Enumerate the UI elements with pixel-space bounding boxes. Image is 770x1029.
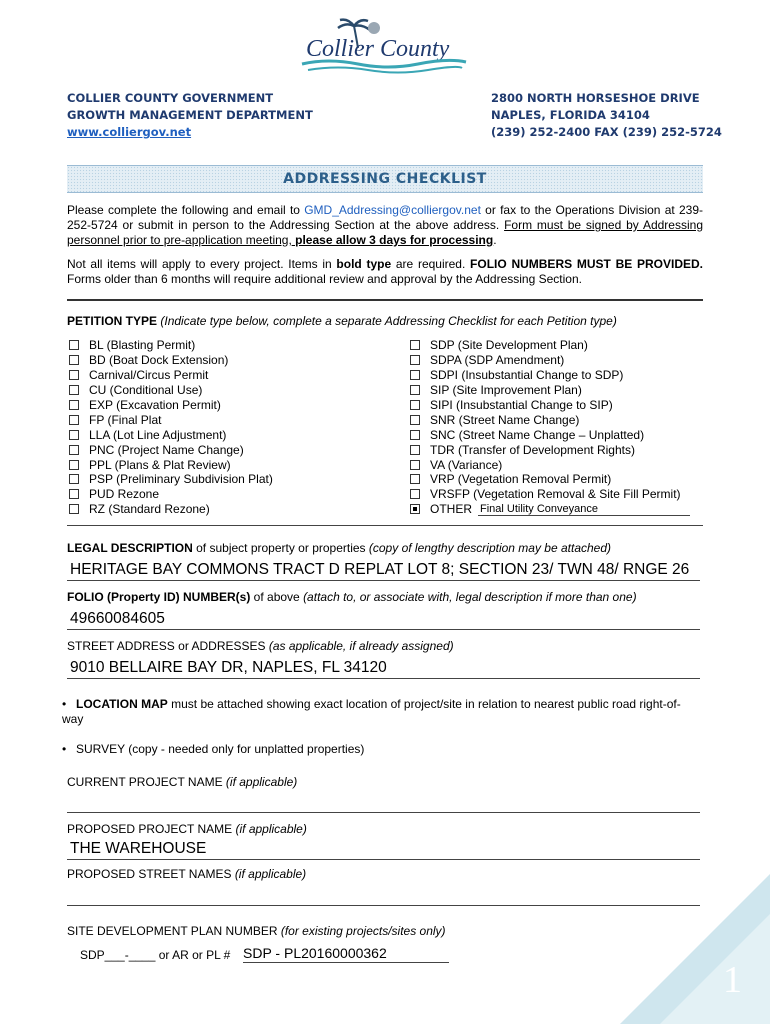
folio-label: FOLIO (Property ID) NUMBER(s) of above (attach to, or associate with, legal description if more than one) — [67, 590, 637, 604]
sdp-prefix: SDP___-____ or AR or PL # — [80, 948, 231, 962]
petition-option[interactable] — [410, 487, 710, 502]
intro-paragraph: Please complete the following and email to GMD_Addressing@colliergov.net or fax to the Operations Division at 239-252-5724 or submit in person to the Addressing Section at the above address. Form must be signed by Addressing personnel prior to pre-application meeting, please allow 3 days for processing. — [67, 203, 703, 247]
petition-option-label: RZ (Standard Rezone) — [89, 502, 210, 517]
proposed-project-field[interactable]: THE WAREHOUSE — [67, 840, 700, 860]
divider — [67, 299, 703, 301]
petition-option[interactable] — [410, 427, 710, 442]
petition-option[interactable] — [69, 383, 389, 398]
legal-description-field[interactable]: HERITAGE BAY COMMONS TRACT D REPLAT LOT 8; SECTION 23/ TWN 48/ RNGE 26 — [67, 561, 700, 581]
checkbox[interactable] — [410, 340, 420, 350]
petition-option[interactable] — [69, 427, 389, 442]
department-name: GROWTH MANAGEMENT DEPARTMENT — [67, 108, 313, 122]
petition-option-label: FP (Final Plat — [89, 412, 162, 427]
proposed-street-names-field[interactable] — [67, 886, 700, 906]
agency-name: COLLIER COUNTY GOVERNMENT — [67, 91, 274, 105]
petition-option[interactable] — [69, 338, 389, 353]
sdp-number-label: SITE DEVELOPMENT PLAN NUMBER (for existing projects/sites only) — [67, 924, 446, 938]
page-title: ADDRESSING CHECKLIST — [283, 171, 487, 187]
petition-option[interactable] — [410, 338, 710, 353]
petition-right-column — [410, 338, 710, 517]
checkbox[interactable] — [69, 445, 79, 455]
petition-option[interactable] — [410, 442, 710, 457]
petition-option[interactable] — [69, 398, 389, 413]
petition-option[interactable] — [410, 472, 710, 487]
petition-option-label: PUD Rezone — [89, 487, 160, 502]
petition-option[interactable] — [410, 368, 710, 383]
checkbox[interactable] — [410, 370, 420, 380]
petition-option-label: VRSFP (Vegetation Removal & Site Fill Permit) — [430, 487, 681, 502]
checkbox[interactable] — [69, 385, 79, 395]
folio-number-field[interactable]: 49660084605 — [67, 610, 700, 630]
petition-option-label: OTHER — [430, 502, 472, 517]
current-project-field[interactable] — [67, 793, 700, 813]
checkbox[interactable] — [69, 400, 79, 410]
petition-option-label: PSP (Preliminary Subdivision Plat) — [89, 472, 273, 487]
proposed-project-label: PROPOSED PROJECT NAME (if applicable) — [67, 822, 307, 836]
petition-option-label: VA (Variance) — [430, 457, 503, 472]
petition-option[interactable] — [69, 502, 389, 517]
legal-description-label: LEGAL DESCRIPTION of subject property or properties (copy of lengthy description may be attached) — [67, 541, 612, 555]
petition-type-heading: PETITION TYPE (Indicate type below, complete a separate Addressing Checklist for each Petition type) — [67, 314, 617, 328]
email-address[interactable]: GMD_Addressing@colliergov.net — [304, 203, 481, 217]
petition-option-label: SIP (Site Improvement Plan) — [430, 383, 582, 398]
petition-option-label: PPL (Plans & Plat Review) — [89, 457, 231, 472]
checkbox[interactable] — [69, 355, 79, 365]
page-number: 1 — [723, 959, 742, 1001]
petition-option[interactable] — [410, 412, 710, 427]
title-banner — [67, 165, 703, 193]
checkbox[interactable] — [410, 445, 420, 455]
checkbox[interactable] — [410, 385, 420, 395]
checkbox[interactable] — [410, 355, 420, 365]
petition-option[interactable] — [69, 412, 389, 427]
petition-left-column — [69, 338, 389, 517]
petition-option[interactable] — [69, 457, 389, 472]
requirements-paragraph: Not all items will apply to every project. Items in bold type are required. FOLIO NUMBERS MUST BE PROVIDED. Forms older than 6 months will require additional review and approval by the Addressing Section. — [67, 257, 703, 286]
petition-option-label: SNR (Street Name Change) — [430, 412, 580, 427]
logo-text: Collier County — [306, 36, 450, 62]
current-project-label: CURRENT PROJECT NAME (if applicable) — [67, 775, 298, 789]
petition-option-label: Carnival/Circus Permit — [89, 368, 209, 383]
website-link[interactable]: www.colliergov.net — [67, 125, 192, 139]
checkbox[interactable] — [410, 400, 420, 410]
petition-option[interactable] — [410, 383, 710, 398]
petition-option[interactable] — [69, 487, 389, 502]
petition-option-label: SDPA (SDP Amendment) — [430, 353, 565, 368]
petition-option-label: SDPI (Insubstantial Change to SDP) — [430, 368, 624, 383]
street-address-label: STREET ADDRESS or ADDRESSES (as applicable, if already assigned) — [67, 639, 454, 653]
checkbox[interactable] — [69, 370, 79, 380]
petition-option-label: BL (Blasting Permit) — [89, 338, 196, 353]
checkbox[interactable] — [410, 504, 420, 514]
header-left — [67, 90, 313, 141]
other-petition-field[interactable]: Final Utility Conveyance — [478, 503, 690, 516]
checkbox[interactable] — [69, 430, 79, 440]
petition-option[interactable] — [69, 353, 389, 368]
petition-option-label: TDR (Transfer of Development Rights) — [430, 442, 635, 457]
checkbox[interactable] — [69, 474, 79, 484]
checkbox[interactable] — [69, 415, 79, 425]
divider — [67, 525, 703, 526]
phone-fax-line: (239) 252-2400 FAX (239) 252-5724 — [491, 125, 722, 139]
page-corner — [620, 874, 770, 1024]
location-map-item: • LOCATION MAP must be attached showing exact location of project/site in relation to nearest public road right-of-way — [62, 697, 681, 726]
proposed-street-names-label: PROPOSED STREET NAMES (if applicable) — [67, 867, 307, 881]
checkbox[interactable] — [69, 460, 79, 470]
checkbox[interactable] — [410, 489, 420, 499]
petition-option-label: SNC (Street Name Change – Unplatted) — [430, 427, 645, 442]
checkbox[interactable] — [69, 340, 79, 350]
checkbox[interactable] — [410, 415, 420, 425]
petition-option-label: LLA (Lot Line Adjustment) — [89, 427, 227, 442]
petition-option[interactable] — [410, 398, 710, 413]
header-right — [491, 90, 722, 141]
checkbox[interactable] — [410, 430, 420, 440]
petition-option[interactable] — [410, 353, 710, 368]
checkbox[interactable] — [69, 489, 79, 499]
collier-county-logo — [298, 18, 468, 78]
survey-item: • SURVEY (copy - needed only for unplatted properties) — [62, 742, 365, 756]
petition-option[interactable] — [69, 442, 389, 457]
street-address-field[interactable]: 9010 BELLAIRE BAY DR, NAPLES, FL 34120 — [67, 659, 700, 679]
checkbox[interactable] — [410, 460, 420, 470]
petition-option-label: EXP (Excavation Permit) — [89, 398, 221, 412]
petition-option-label: SIPI (Insubstantial Change to SIP) — [430, 398, 613, 412]
petition-option[interactable] — [69, 368, 389, 383]
petition-option[interactable] — [69, 472, 389, 487]
address-line: 2800 NORTH HORSESHOE DRIVE — [491, 91, 700, 105]
petition-option-label: SDP (Site Development Plan) — [430, 338, 588, 353]
petition-option-label: CU (Conditional Use) — [89, 383, 203, 398]
checkbox[interactable] — [69, 504, 79, 514]
petition-option-label: BD (Boat Dock Extension) — [89, 353, 229, 368]
pl-number-field[interactable]: SDP - PL20160000362 — [243, 945, 449, 963]
petition-option-label: PNC (Project Name Change) — [89, 442, 244, 457]
checkbox[interactable] — [410, 474, 420, 484]
petition-option[interactable] — [410, 457, 710, 472]
petition-option[interactable] — [410, 502, 710, 517]
city-line: NAPLES, FLORIDA 34104 — [491, 108, 650, 122]
petition-option-label: VRP (Vegetation Removal Permit) — [430, 472, 612, 487]
